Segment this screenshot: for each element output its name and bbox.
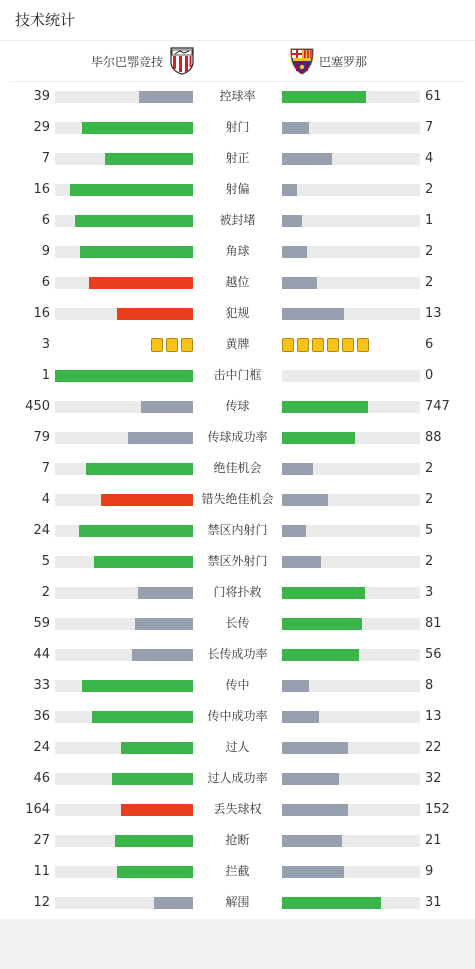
away-bar-track xyxy=(282,184,420,196)
yellow-card-icon xyxy=(297,338,309,352)
stat-label: 被封堵 xyxy=(219,213,256,227)
away-value: 0 xyxy=(425,368,434,383)
stat-row xyxy=(0,143,475,174)
stat-row xyxy=(0,608,475,639)
away-bar-track xyxy=(282,277,420,289)
teams-header xyxy=(10,41,465,82)
away-value: 88 xyxy=(425,430,442,445)
away-bar-track xyxy=(282,463,420,475)
home-bar-fill xyxy=(138,587,193,599)
home-bar-fill xyxy=(94,556,193,568)
home-bar-fill xyxy=(75,215,193,227)
home-bar-track xyxy=(55,91,193,103)
away-bar-track xyxy=(282,742,420,754)
stat-row xyxy=(0,112,475,143)
home-bar-track xyxy=(55,215,193,227)
away-value: 5 xyxy=(425,523,434,538)
home-bar-track xyxy=(55,463,193,475)
away-bar-fill xyxy=(282,246,307,258)
stat-row xyxy=(0,701,475,732)
home-bar-track xyxy=(55,370,193,382)
stat-label: 传中成功率 xyxy=(207,709,268,723)
stat-row xyxy=(0,887,475,918)
yellow-card-icon xyxy=(282,338,294,352)
stat-label: 过人成功率 xyxy=(207,771,268,785)
stat-label: 犯规 xyxy=(225,306,250,320)
away-bar-fill xyxy=(282,587,365,599)
away-bar-track xyxy=(282,308,420,320)
away-value: 2 xyxy=(425,244,434,259)
yellow-card-icon xyxy=(327,338,339,352)
stat-label: 过人 xyxy=(225,740,250,754)
home-bar-track xyxy=(55,401,193,413)
home-value: 5 xyxy=(41,554,50,569)
stat-label: 丢失球权 xyxy=(213,802,262,816)
page-title: 技术统计 xyxy=(15,11,76,29)
home-value: 6 xyxy=(41,213,50,228)
home-bar-track xyxy=(55,153,193,165)
home-bar-fill xyxy=(82,122,193,134)
home-value: 33 xyxy=(33,678,50,693)
stat-row xyxy=(0,81,475,112)
away-bar-track xyxy=(282,649,420,661)
stat-row xyxy=(0,546,475,577)
home-bar-track xyxy=(55,432,193,444)
stat-label: 射正 xyxy=(225,151,250,165)
home-value: 16 xyxy=(33,306,50,321)
home-bar-fill xyxy=(121,742,193,754)
yellow-card-icon xyxy=(166,338,178,352)
stat-label: 角球 xyxy=(225,244,250,258)
away-bar-fill xyxy=(282,556,321,568)
home-bar-fill xyxy=(141,401,193,413)
away-bar-fill xyxy=(282,153,332,165)
stat-row xyxy=(0,794,475,825)
away-bar-track xyxy=(282,618,420,630)
home-bar-track xyxy=(55,587,193,599)
home-value: 11 xyxy=(33,864,50,879)
stat-row xyxy=(0,453,475,484)
home-bar-track xyxy=(55,308,193,320)
yellow-card-icon xyxy=(357,338,369,352)
home-bar-fill xyxy=(55,370,193,382)
stat-row xyxy=(0,205,475,236)
away-bar-track xyxy=(282,897,420,909)
away-value: 22 xyxy=(425,740,442,755)
home-bar-track xyxy=(55,556,193,568)
away-value: 13 xyxy=(425,709,442,724)
away-bar-track xyxy=(282,246,420,258)
away-value: 747 xyxy=(425,399,450,414)
away-bar-track xyxy=(282,153,420,165)
stat-label: 长传成功率 xyxy=(207,647,268,661)
away-bar-track xyxy=(282,122,420,134)
home-bar-fill xyxy=(92,711,193,723)
fc-barcelona-crest-icon xyxy=(289,47,315,75)
stat-row xyxy=(0,670,475,701)
away-value: 7 xyxy=(425,120,434,135)
away-bar-track xyxy=(282,215,420,227)
home-value: 24 xyxy=(33,523,50,538)
home-bar-fill xyxy=(154,897,193,909)
home-bar-fill xyxy=(112,773,193,785)
stat-label: 错失绝佳机会 xyxy=(201,492,274,506)
yellow-card-icon xyxy=(151,338,163,352)
away-bar-fill xyxy=(282,804,348,816)
away-bar-fill xyxy=(282,463,313,475)
stat-label: 射偏 xyxy=(225,182,250,196)
stat-row xyxy=(0,391,475,422)
home-value: 4 xyxy=(41,492,50,507)
away-bar-track xyxy=(282,432,420,444)
away-value: 31 xyxy=(425,895,442,910)
home-bar-fill xyxy=(121,804,193,816)
away-bar-fill xyxy=(282,432,355,444)
away-bar-fill xyxy=(282,742,348,754)
home-bar-fill xyxy=(117,866,193,878)
athletic-bilbao-crest-icon xyxy=(169,47,195,75)
stat-label: 射门 xyxy=(225,120,250,134)
stat-label: 门将扑救 xyxy=(213,585,262,599)
home-bar-track xyxy=(55,184,193,196)
away-bar-fill xyxy=(282,618,362,630)
home-bar-track xyxy=(55,618,193,630)
home-value: 44 xyxy=(33,647,50,662)
home-bar-fill xyxy=(80,246,193,258)
home-value: 79 xyxy=(33,430,50,445)
away-value: 2 xyxy=(425,492,434,507)
home-value: 16 xyxy=(33,182,50,197)
home-value: 27 xyxy=(33,833,50,848)
stat-label: 击中门框 xyxy=(213,368,262,382)
away-team[interactable] xyxy=(289,47,367,75)
stat-label: 控球率 xyxy=(219,89,256,103)
away-bar-fill xyxy=(282,494,328,506)
away-bar-track xyxy=(282,773,420,785)
away-bar-track xyxy=(282,866,420,878)
away-bar-track xyxy=(282,370,420,382)
away-bar-fill xyxy=(282,401,368,413)
stat-label: 传球成功率 xyxy=(207,430,268,444)
away-value: 21 xyxy=(425,833,442,848)
home-bar-fill xyxy=(139,91,193,103)
away-bar-fill xyxy=(282,866,344,878)
away-bar-fill xyxy=(282,308,344,320)
stat-row xyxy=(0,577,475,608)
home-bar-track xyxy=(55,742,193,754)
stat-row xyxy=(0,732,475,763)
away-bar-track xyxy=(282,494,420,506)
away-bar-track xyxy=(282,680,420,692)
away-value: 56 xyxy=(425,647,442,662)
home-bar-fill xyxy=(79,525,193,537)
home-value: 59 xyxy=(33,616,50,631)
home-team-name: 毕尔巴鄂竞技 xyxy=(90,54,163,69)
away-bar-fill xyxy=(282,215,302,227)
away-value: 61 xyxy=(425,89,442,104)
away-bar-fill xyxy=(282,525,306,537)
stat-label: 绝佳机会 xyxy=(213,461,262,475)
home-bar-fill xyxy=(105,153,193,165)
away-value: 3 xyxy=(425,585,434,600)
home-team[interactable] xyxy=(91,47,195,75)
home-value: 46 xyxy=(33,771,50,786)
away-bar-fill xyxy=(282,277,317,289)
home-value: 7 xyxy=(41,461,50,476)
home-bar-track xyxy=(55,649,193,661)
stat-row xyxy=(0,174,475,205)
home-value: 2 xyxy=(41,585,50,600)
away-bar-track xyxy=(282,525,420,537)
stat-row xyxy=(0,856,475,887)
away-value: 152 xyxy=(425,802,450,817)
away-value: 1 xyxy=(425,213,434,228)
away-bar-track xyxy=(282,401,420,413)
away-bar-track xyxy=(282,804,420,816)
stat-row xyxy=(0,236,475,267)
away-bar-fill xyxy=(282,773,339,785)
away-yellow-cards xyxy=(282,338,369,352)
away-bar-track xyxy=(282,587,420,599)
stat-row xyxy=(0,267,475,298)
home-bar-fill xyxy=(128,432,193,444)
stat-label: 传球 xyxy=(225,399,250,413)
stat-row xyxy=(0,298,475,329)
home-bar-track xyxy=(55,246,193,258)
stat-label: 抢断 xyxy=(225,833,250,847)
home-value: 7 xyxy=(41,151,50,166)
home-bar-fill xyxy=(132,649,193,661)
home-value: 3 xyxy=(41,337,50,352)
away-value: 2 xyxy=(425,182,434,197)
stat-row xyxy=(0,360,475,391)
away-bar-track xyxy=(282,711,420,723)
home-bar-fill xyxy=(117,308,193,320)
away-bar-fill xyxy=(282,184,297,196)
stat-row xyxy=(0,825,475,856)
away-bar-track xyxy=(282,556,420,568)
home-value: 39 xyxy=(33,89,50,104)
stat-row xyxy=(0,639,475,670)
away-team-name: 巴塞罗那 xyxy=(319,54,368,69)
stat-row xyxy=(0,329,475,360)
home-value: 36 xyxy=(33,709,50,724)
stat-label: 拦截 xyxy=(225,864,250,878)
home-bar-track xyxy=(55,897,193,909)
home-value: 6 xyxy=(41,275,50,290)
yellow-card-icon xyxy=(181,338,193,352)
home-yellow-cards xyxy=(151,338,193,352)
away-value: 9 xyxy=(425,864,434,879)
stat-row xyxy=(0,422,475,453)
away-value: 2 xyxy=(425,461,434,476)
away-bar-track xyxy=(282,91,420,103)
home-bar-track xyxy=(55,835,193,847)
home-value: 12 xyxy=(33,895,50,910)
home-bar-fill xyxy=(101,494,193,506)
stats-list xyxy=(0,81,475,918)
stat-label: 禁区外射门 xyxy=(207,554,268,568)
away-value: 81 xyxy=(425,616,442,631)
away-bar-fill xyxy=(282,680,309,692)
home-value: 1 xyxy=(41,368,50,383)
away-bar-fill xyxy=(282,835,342,847)
stat-label: 解围 xyxy=(225,895,250,909)
home-bar-track xyxy=(55,680,193,692)
home-bar-track xyxy=(55,122,193,134)
away-value: 8 xyxy=(425,678,434,693)
home-bar-fill xyxy=(135,618,193,630)
away-value: 32 xyxy=(425,771,442,786)
home-bar-fill xyxy=(115,835,193,847)
stat-row xyxy=(0,515,475,546)
home-bar-track xyxy=(55,525,193,537)
home-bar-track xyxy=(55,773,193,785)
home-bar-track xyxy=(55,277,193,289)
away-bar-fill xyxy=(282,649,359,661)
home-bar-track xyxy=(55,711,193,723)
away-bar-fill xyxy=(282,122,309,134)
away-value: 4 xyxy=(425,151,434,166)
stat-label: 传中 xyxy=(225,678,250,692)
away-bar-fill xyxy=(282,711,319,723)
home-bar-fill xyxy=(70,184,193,196)
home-bar-fill xyxy=(86,463,193,475)
away-value: 13 xyxy=(425,306,442,321)
home-value: 450 xyxy=(25,399,50,414)
stat-row xyxy=(0,763,475,794)
stat-label: 黄牌 xyxy=(225,337,250,351)
home-value: 24 xyxy=(33,740,50,755)
away-bar-track xyxy=(282,835,420,847)
home-bar-track xyxy=(55,866,193,878)
away-value: 2 xyxy=(425,275,434,290)
away-bar-fill xyxy=(282,897,381,909)
away-value: 6 xyxy=(425,337,434,352)
away-bar-fill xyxy=(282,91,366,103)
home-bar-fill xyxy=(89,277,193,289)
home-value: 29 xyxy=(33,120,50,135)
yellow-card-icon xyxy=(312,338,324,352)
stat-label: 长传 xyxy=(225,616,250,630)
home-bar-track xyxy=(55,804,193,816)
home-bar-fill xyxy=(82,680,193,692)
stat-row xyxy=(0,484,475,515)
home-value: 164 xyxy=(25,802,50,817)
yellow-card-icon xyxy=(342,338,354,352)
away-value: 2 xyxy=(425,554,434,569)
stat-label: 禁区内射门 xyxy=(207,523,268,537)
stat-label: 越位 xyxy=(225,275,250,289)
home-bar-track xyxy=(55,494,193,506)
home-value: 9 xyxy=(41,244,50,259)
